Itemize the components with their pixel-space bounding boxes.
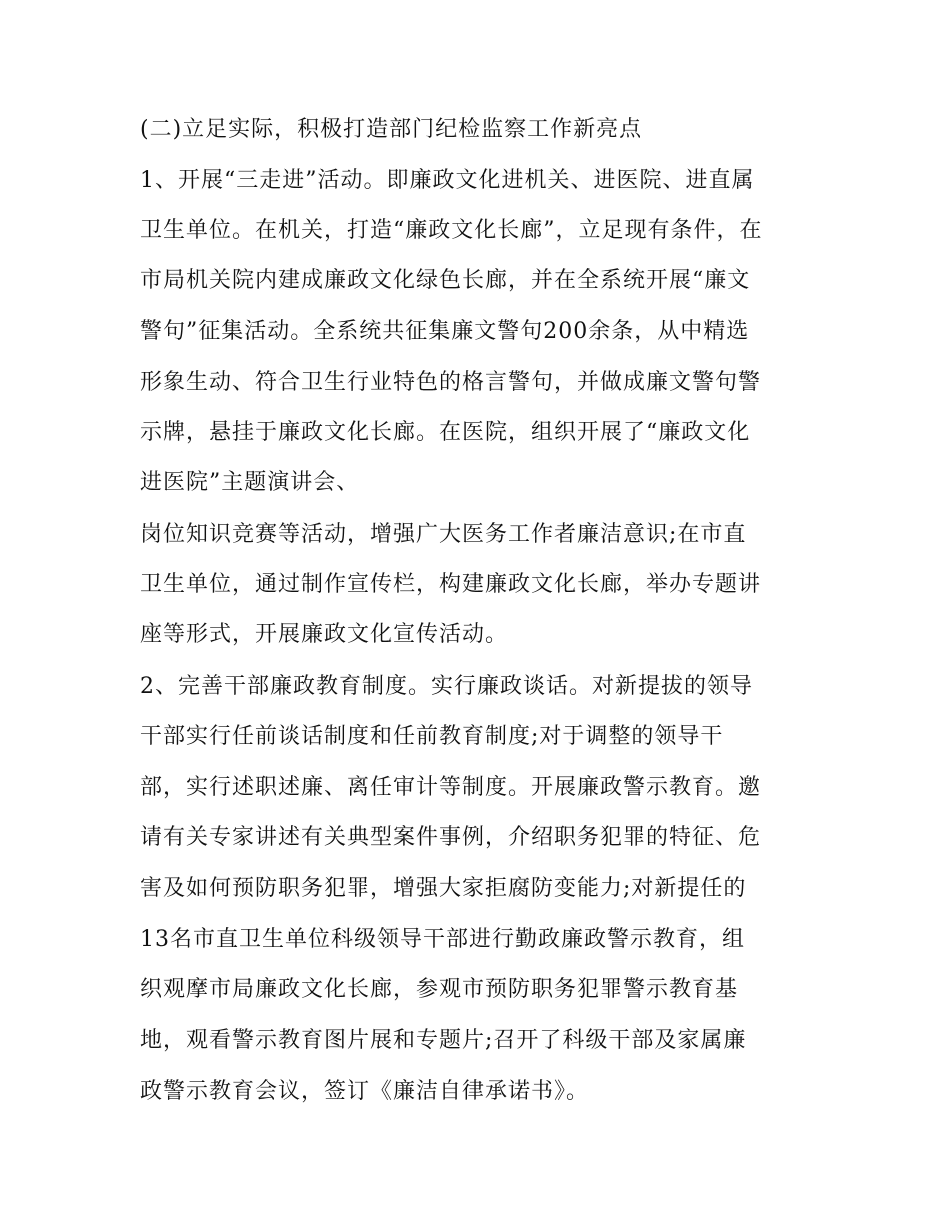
paragraph-line: 示牌，悬挂于廉政文化长廊。在医院，组织开展了“廉政文化 bbox=[140, 420, 751, 445]
paragraph-line: 部，实行述职述廉、离任审计等制度。开展廉政警示教育。邀 bbox=[140, 775, 762, 800]
paragraph-line: 请有关专家讲述有关典型案件事例，介绍职务犯罪的特征、危 bbox=[140, 825, 762, 850]
paragraph-line: 织观摩市局廉政文化长廊，参观市预防职务犯罪警示教育基 bbox=[140, 977, 739, 1002]
paragraph-line: 卫生单位，通过制作宣传栏，构建廉政文化长廊，举办专题讲 bbox=[140, 572, 762, 597]
section-heading: (二)立足实际，积极打造部门纪检监察工作新亮点 bbox=[140, 117, 643, 142]
paragraph-line: 政警示教育会议，签订《廉洁自律承诺书》。 bbox=[140, 1079, 590, 1104]
paragraph-line: 害及如何预防职务犯罪，增强大家拒腐防变能力;对新提任的 bbox=[140, 876, 747, 901]
paragraph-line: 地，观看警示教育图片展和专题片;召开了科级干部及家属廉 bbox=[140, 1028, 747, 1053]
paragraph-line: 座等形式，开展廉政文化宣传活动。 bbox=[140, 622, 509, 647]
paragraph-line: 岗位知识竞赛等活动，增强广大医务工作者廉洁意识;在市直 bbox=[140, 522, 747, 547]
paragraph-line: 形象生动、符合卫生行业特色的格言警句，并做成廉文警句警 bbox=[140, 370, 762, 395]
paragraph-line: 进医院”主题演讲会、 bbox=[140, 470, 360, 495]
paragraph-line: 干部实行任前谈话制度和任前教育制度;对于调整的领导干 bbox=[140, 724, 724, 749]
paragraph-line: 市局机关院内建成廉政文化绿色长廊，并在全系统开展“廉文 bbox=[140, 268, 751, 293]
paragraph-line: 13名市直卫生单位科级领导干部进行勤政廉政警示教育，组 bbox=[140, 927, 745, 952]
paragraph-line: 警句”征集活动。全系统共征集廉文警句200余条，从中精选 bbox=[140, 319, 750, 344]
paragraph-line: 卫生单位。在机关，打造“廉政文化长廊”，立足现有条件，在 bbox=[140, 218, 763, 243]
paragraph-line: 2、完善干部廉政教育制度。实行廉政谈话。对新提拔的领导 bbox=[140, 674, 753, 699]
paragraph-line: 1、开展“三走进”活动。即廉政文化进机关、进医院、进直属 bbox=[140, 168, 755, 193]
